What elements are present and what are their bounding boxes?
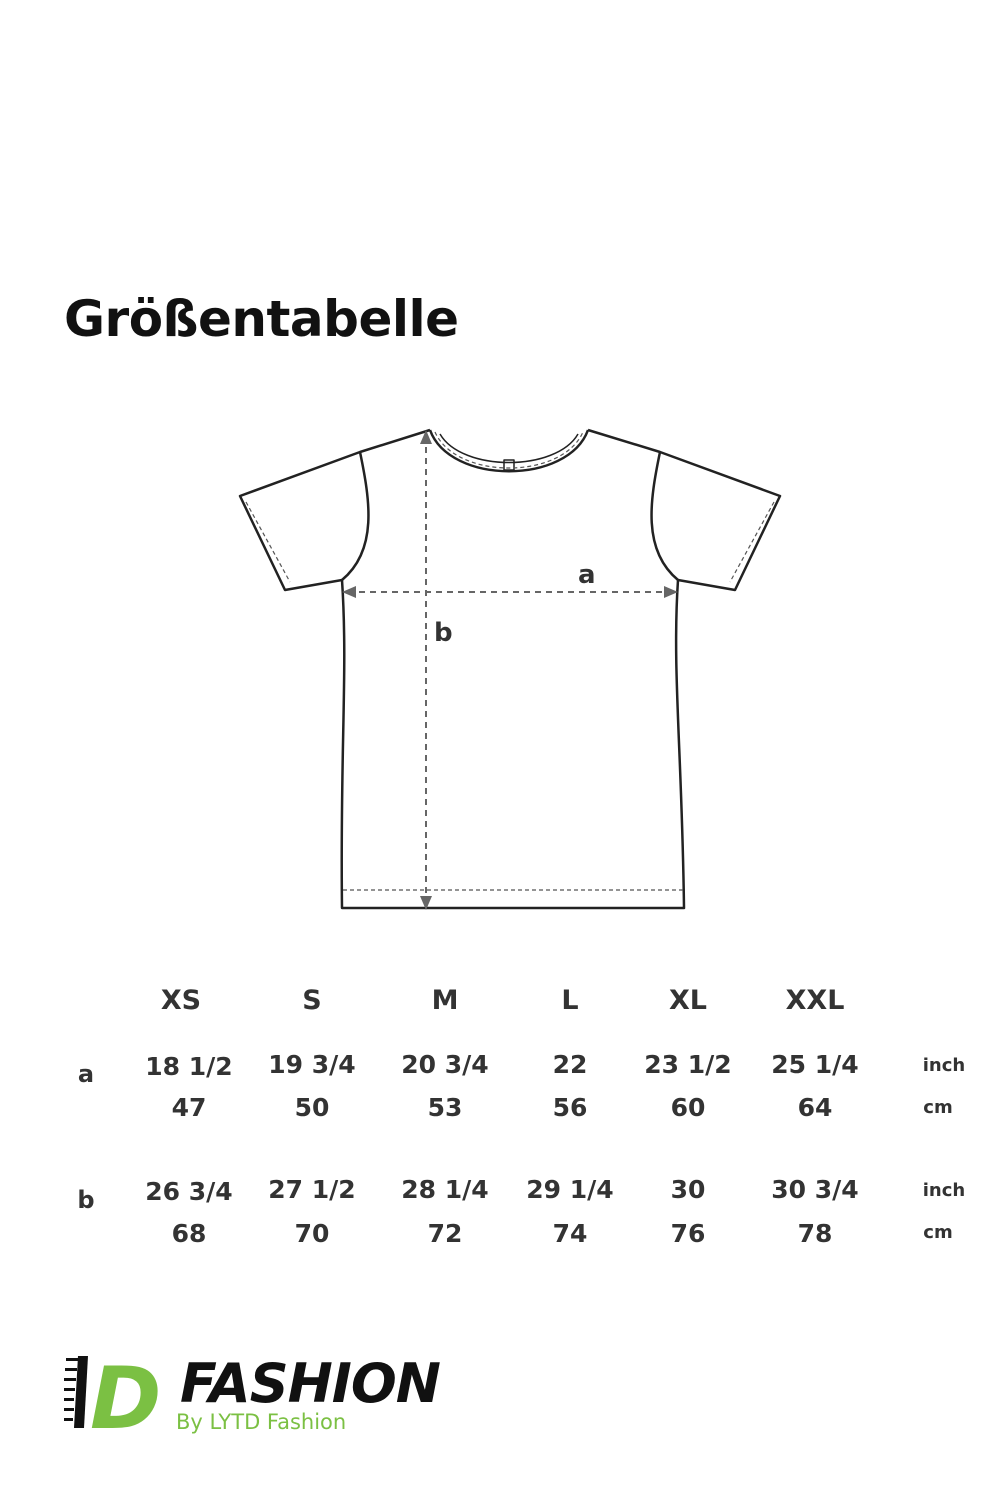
size-header: M — [431, 985, 459, 1016]
size-header: S — [302, 985, 322, 1016]
page-title: Größentabelle — [64, 290, 459, 348]
cell-a-cm: 60 — [670, 1093, 706, 1122]
size-header: L — [561, 985, 579, 1016]
logo-mark-icon — [64, 1352, 176, 1432]
unit-inch: inch — [922, 1180, 966, 1201]
cell-b-cm: 74 — [552, 1219, 588, 1248]
unit-cm: cm — [923, 1097, 953, 1118]
shirt-outline — [240, 430, 780, 908]
cell-a-inch: 25 1/4 — [771, 1050, 859, 1079]
right-armhole — [652, 452, 678, 580]
cell-b-cm: 78 — [797, 1219, 833, 1248]
logo-mark-letter: D — [90, 1352, 162, 1432]
size-header: XL — [668, 985, 708, 1016]
cell-a-inch: 18 1/2 — [145, 1052, 233, 1081]
cell-a-inch: 20 3/4 — [401, 1050, 489, 1079]
cell-b-inch: 30 3/4 — [771, 1175, 859, 1204]
measure-b-label: b — [434, 618, 453, 648]
size-header: XXL — [785, 985, 845, 1016]
logo-wordmark: FASHION — [180, 1352, 440, 1415]
cell-a-cm: 53 — [427, 1093, 463, 1122]
cell-b-cm: 76 — [670, 1219, 706, 1248]
row-label-a: a — [77, 1060, 95, 1088]
cell-a-inch: 19 3/4 — [268, 1050, 356, 1079]
size-header: XS — [160, 985, 202, 1016]
tshirt-diagram — [230, 420, 790, 920]
cell-a-cm: 50 — [294, 1093, 330, 1122]
left-sleeve-stitch — [246, 502, 290, 582]
collar-inner — [440, 434, 578, 463]
logo-tagline: By LYTD Fashion — [176, 1410, 347, 1434]
cell-b-cm: 72 — [427, 1219, 463, 1248]
cell-b-cm: 68 — [171, 1219, 207, 1248]
cell-a-inch: 23 1/2 — [644, 1050, 732, 1079]
left-armhole — [342, 452, 368, 580]
cell-a-cm: 47 — [171, 1093, 207, 1122]
unit-cm: cm — [923, 1222, 953, 1243]
cell-b-inch: 26 3/4 — [145, 1177, 233, 1206]
cell-a-inch: 22 — [552, 1050, 588, 1079]
cell-b-cm: 70 — [294, 1219, 330, 1248]
cell-b-inch: 30 — [670, 1175, 706, 1204]
cell-a-cm: 56 — [552, 1093, 588, 1122]
brand-logo — [64, 1352, 464, 1442]
row-label-b: b — [77, 1186, 95, 1214]
collar — [430, 430, 588, 471]
cell-b-inch: 29 1/4 — [526, 1175, 614, 1204]
cell-a-cm: 64 — [797, 1093, 833, 1122]
cell-b-inch: 27 1/2 — [268, 1175, 356, 1204]
unit-inch: inch — [922, 1055, 966, 1076]
measure-a-label: a — [578, 560, 596, 590]
right-sleeve-stitch — [730, 502, 774, 582]
cell-b-inch: 28 1/4 — [401, 1175, 489, 1204]
